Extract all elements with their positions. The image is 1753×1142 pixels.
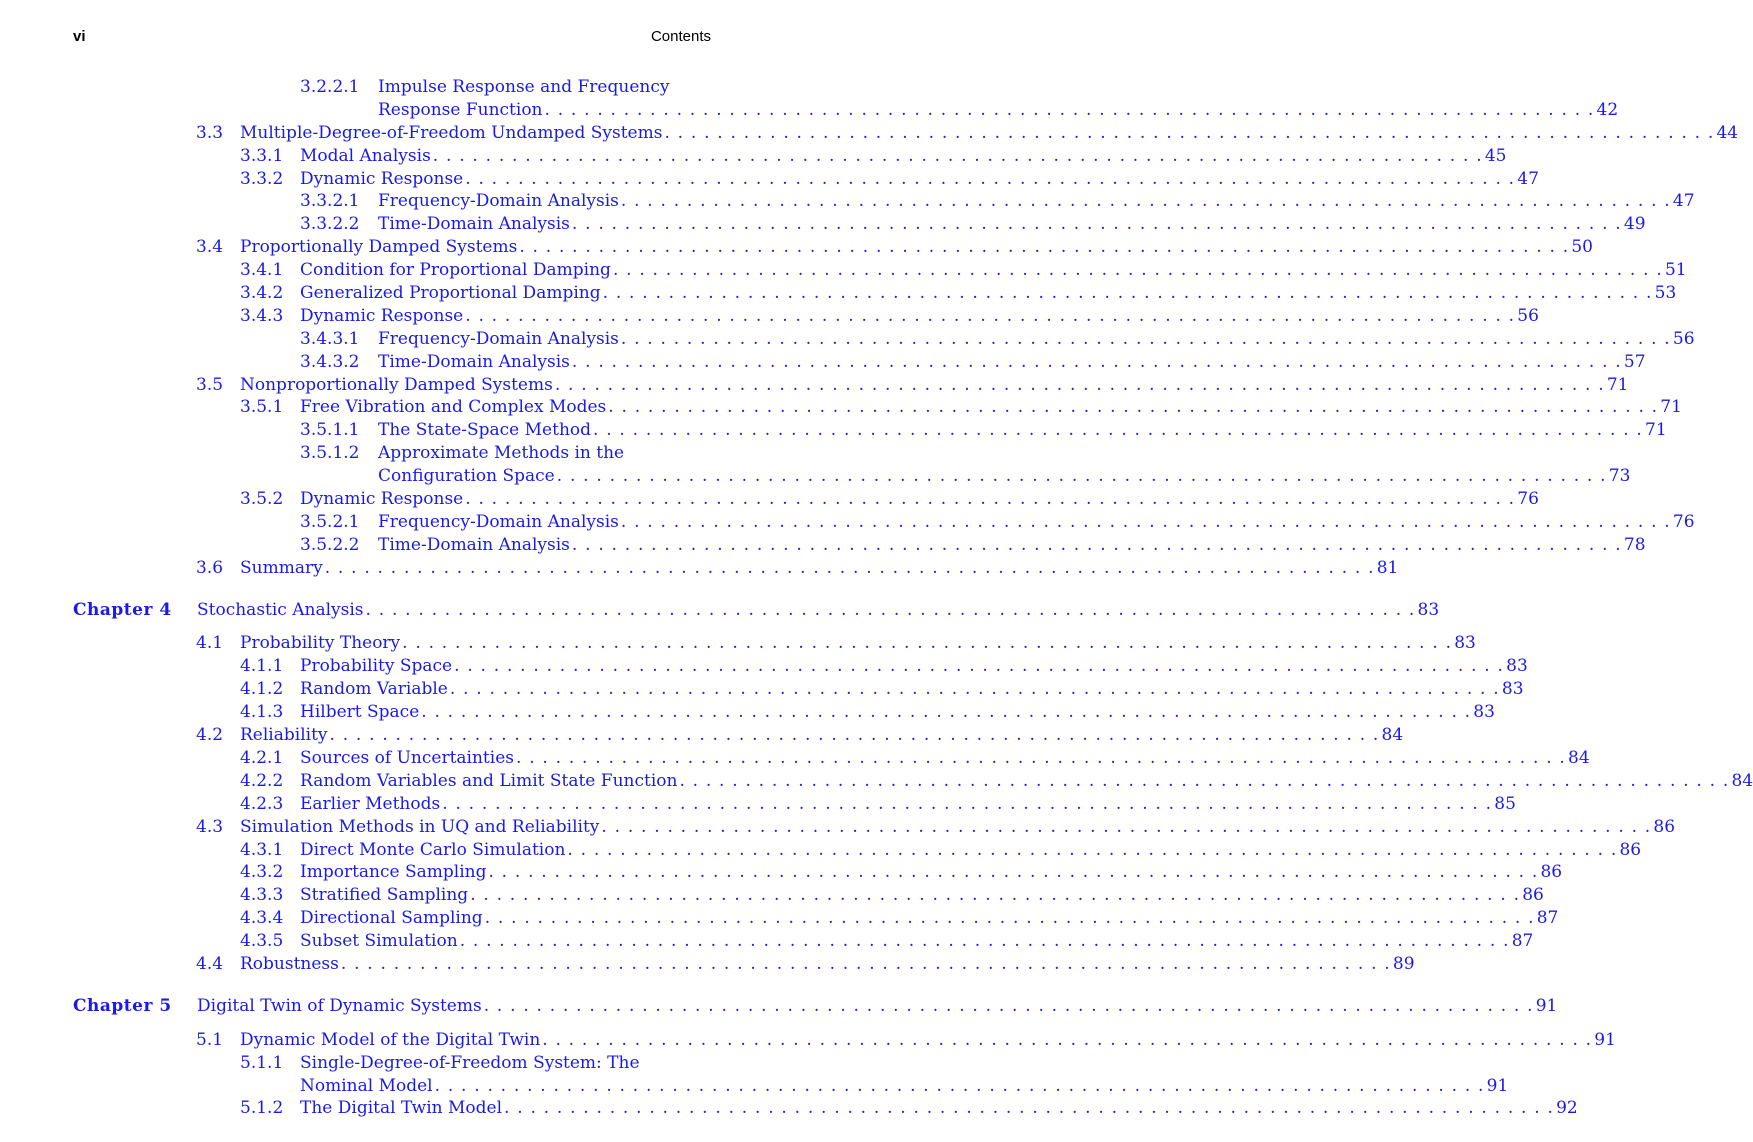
toc-entry-title[interactable]: Probability Space: [300, 656, 453, 677]
toc-entry-page[interactable]: 73: [1608, 466, 1631, 487]
toc-entry-title[interactable]: Modal Analysis: [300, 145, 431, 166]
running-title: Contents: [650, 28, 711, 45]
dot-leader: . . . . . . . . . . . . . . . . . . . . . . . . . . . . . . . . . . . . . . . . . . . . . . . . . . . . . . . . . . . . . . . . . . . . . . . . . . . . . . . .: [459, 931, 1510, 952]
toc-entry-page[interactable]: 84: [1381, 725, 1404, 746]
dot-leader: . . . . . . . . . . . . . . . . . . . . . . . . . . . . . . . . . . . . . . . . . . . . . . . . . . . . . . . . . . . . . . . . . . . . . . . . . . . . . . . .: [483, 995, 1534, 1016]
toc-entry-line: [378, 511, 1695, 534]
toc-entry-number: 4.2.3: [240, 793, 284, 814]
toc-entry-line: [300, 305, 1539, 328]
toc-entry-number: 3.5.2.2: [300, 534, 360, 555]
toc-entry-page[interactable]: 42: [1596, 99, 1619, 120]
toc-entry[interactable]: [0, 1097, 1578, 1120]
toc-entry-title[interactable]: Condition for Proportional Damping: [300, 260, 611, 281]
toc-entry-page[interactable]: 83: [1454, 633, 1476, 654]
toc-entry-line: [378, 76, 711, 99]
dot-leader: . . . . . . . . . . . . . . . . . . . . . . . . . . . . . . . . . . . . . . . . . . . . . . . . . . . . . . . . . . . . . . . . . . . . . . . . . . . . . . . .: [601, 816, 1652, 837]
toc-entry-number: 4.1: [196, 633, 224, 654]
toc-entry-title[interactable]: Stochastic Analysis: [197, 599, 364, 620]
toc-entry[interactable]: [0, 816, 1676, 839]
toc-entry-page[interactable]: 47: [1517, 168, 1539, 189]
toc-entry-title[interactable]: Time-Domain Analysis: [378, 534, 570, 555]
toc-entry-line: [300, 907, 1559, 930]
toc-entry-number: Chapter 4: [73, 599, 172, 620]
toc-entry-page[interactable]: 78: [1623, 534, 1646, 555]
dot-leader: . . . . . . . . . . . . . . . . . . . . . . . . . . . . . . . . . . . . . . . . . . . . . . . . . . . . . . . . . . . . . . . . . . . . . . . . . . . . . . . .: [329, 725, 1380, 746]
toc-entry-number: 3.3.2: [240, 168, 284, 189]
dot-leader: . . . . . . . . . . . . . . . . . . . . . . . . . . . . . . . . . . . . . . . . . . . . . . . . . . . . . . . . . . . . . . . . . . . . . . . . . . . . . . . .: [519, 237, 1570, 258]
dot-leader: . . . . . . . . . . . . . . . . . . . . . . . . . . . . . . . . . . . . . . . . . . . . . . . . . . . . . . . . . . . . . . . . . . . . . . . . . . . . . . . .: [612, 260, 1663, 281]
dot-leader: . . . . . . . . . . . . . . . . . . . . . . . . . . . . . . . . . . . . . . . . . . . . . . . . . . . . . . . . . . . . . . . . . . . . . . . . . . . . . . . .: [465, 168, 1516, 189]
toc-entry-line: [300, 282, 1677, 305]
toc-entry[interactable]: [0, 557, 1399, 580]
toc-entry-number: 3.4.3.2: [300, 351, 360, 372]
dot-leader: . . . . . . . . . . . . . . . . . . . . . . . . . . . . . . . . . . . . . . . . . . . . . . . . . . . . . . . . . . . . . . . . . . . . . . . . . . . . . . . .: [556, 466, 1607, 487]
toc-entry[interactable]: [0, 930, 1534, 953]
toc-entry-line: [240, 374, 1629, 397]
toc-entry-number: 3.4.2: [240, 283, 284, 304]
dot-leader: . . . . . . . . . . . . . . . . . . . . . . . . . . . . . . . . . . . . . . . . . . . . . . . . . . . . . . . . . . . . . . . . . . . . . . . . . . . . . . . .: [608, 397, 1659, 418]
toc-entry-number: 3.4.3: [240, 305, 284, 326]
toc-entry-page[interactable]: 91: [1535, 995, 1558, 1016]
toc-entry[interactable]: [0, 122, 1739, 145]
toc-entry-title[interactable]: The State-Space Method: [378, 420, 592, 441]
dot-leader: . . . . . . . . . . . . . . . . . . . . . . . . . . . . . . . . . . . . . . . . . . . . . . . . . . . . . . . . . . . . . . . . . . . . . . . . . . . . . . . .: [442, 793, 1493, 814]
dot-leader: . . . . . . . . . . . . . . . . . . . . . . . . . . . . . . . . . . . . . . . . . . . . . . . . . . . . . . . . . . . . . . . . . . . . . . . . . . . . . . . .: [365, 599, 1416, 620]
toc-entry[interactable]: [0, 701, 1495, 724]
toc-entry-page[interactable]: 84: [1731, 770, 1753, 791]
toc-entry[interactable]: [0, 351, 1646, 374]
toc-entry-page[interactable]: 86: [1653, 816, 1676, 837]
toc-entry-line: [300, 1097, 1578, 1120]
toc-entry-number: 3.6: [196, 557, 224, 578]
toc-entry-title[interactable]: Nominal Model: [300, 1075, 433, 1096]
toc-entry-page[interactable]: 45: [1484, 145, 1507, 166]
toc-entry-title[interactable]: Importance Sampling: [300, 862, 487, 883]
dot-leader: . . . . . . . . . . . . . . . . . . . . . . . . . . . . . . . . . . . . . . . . . . . . . . . . . . . . . . . . . . . . . . . . . . . . . . . . . . . . . . . .: [465, 489, 1516, 510]
dot-leader: . . . . . . . . . . . . . . . . . . . . . . . . . . . . . . . . . . . . . . . . . . . . . . . . . . . . . . . . . . . . . . . . . . . . . . . . . . . . . . . .: [679, 770, 1730, 791]
dot-leader: . . . . . . . . . . . . . . . . . . . . . . . . . . . . . . . . . . . . . . . . . . . . . . . . . . . . . . . . . . . . . . . . . . . . . . . . . . . . . . . .: [593, 420, 1644, 441]
toc-entry-title[interactable]: Random Variables and Limit State Function: [300, 770, 678, 791]
toc-entry[interactable]: [0, 465, 1631, 488]
dot-leader: . . . . . . . . . . . . . . . . . . . . . . . . . . . . . . . . . . . . . . . . . . . . . . . . . . . . . . . . . . . . . . . . . . . . . . . . . . . . . . . .: [324, 557, 1375, 578]
toc-entry-line: [378, 419, 1667, 442]
toc-entry-number: 3.5: [196, 374, 224, 395]
toc-entry-page[interactable]: 50: [1571, 237, 1593, 258]
toc-entry[interactable]: [0, 419, 1667, 442]
toc-entry[interactable]: [0, 213, 1646, 236]
toc-entry-title[interactable]: Directional Sampling: [300, 908, 483, 929]
dot-leader: . . . . . . . . . . . . . . . . . . . . . . . . . . . . . . . . . . . . . . . . . . . . . . . . . . . . . . . . . . . . . . . . . . . . . . . . . . . . . . . .: [620, 328, 1671, 349]
toc-entry-line: [378, 442, 711, 465]
toc-entry-line: [197, 995, 1558, 1018]
dot-leader: . . . . . . . . . . . . . . . . . . . . . . . . . . . . . . . . . . . . . . . . . . . . . . . . . . . . . . . . . . . . . . . . . . . . . . . . . . . . . . . .: [488, 862, 1539, 883]
toc-entry-title[interactable]: The Digital Twin Model: [300, 1098, 503, 1119]
table-of-contents: [0, 76, 1753, 1120]
dot-leader: . . . . . . . . . . . . . . . . . . . . . . . . . . . . . . . . . . . . . . . . . . . . . . . . . . . . . . . . . . . . . . . . . . . . . . . . . . . . . . . .: [402, 633, 1453, 654]
toc-entry-page[interactable]: 71: [1660, 397, 1682, 418]
dot-leader: . . . . . . . . . . . . . . . . . . . . . . . . . . . . . . . . . . . . . . . . . . . . . . . . . . . . . . . . . . . . . . . . . . . . . . . . . . . . . . . .: [620, 191, 1671, 212]
toc-entry-page[interactable]: 56: [1672, 328, 1695, 349]
dot-leader: . . . . . . . . . . . . . . . . . . . . . . . . . . . . . . . . . . . . . . . . . . . . . . . . . . . . . . . . . . . . . . . . . . . . . . . . . . . . . . . .: [449, 679, 1500, 700]
toc-entry[interactable]: [0, 1029, 1616, 1052]
toc-entry-number: 3.3.2.2: [300, 214, 360, 235]
toc-entry-line: [240, 816, 1676, 839]
dot-leader: . . . . . . . . . . . . . . . . . . . . . . . . . . . . . . . . . . . . . . . . . . . . . . . . . . . . . . . . . . . . . . . . . . . . . . . . . . . . . . . .: [421, 702, 1472, 723]
toc-entry-page[interactable]: [671, 76, 673, 99]
toc-entry-title[interactable]: Frequency-Domain Analysis: [378, 511, 619, 532]
toc-entry-title[interactable]: Approximate Methods in the: [378, 443, 625, 464]
toc-entry-title[interactable]: Nonproportionally Damped Systems: [240, 374, 553, 395]
toc-entry-line: [300, 396, 1682, 419]
toc-entry-page[interactable]: 49: [1623, 214, 1646, 235]
toc-entry-number: 4.1.2: [240, 679, 284, 700]
toc-entry-line: [378, 190, 1695, 213]
toc-entry-number: 4.3: [196, 816, 224, 837]
toc-entry-title[interactable]: Impulse Response and Frequency: [378, 77, 670, 97]
toc-entry-title[interactable]: Stratified Sampling: [300, 885, 469, 906]
toc-entry-title[interactable]: Multiple-Degree-of-Freedom Undamped Systems: [240, 122, 663, 143]
toc-entry-line: [378, 213, 1646, 236]
toc-entry-number: 4.2.1: [240, 747, 284, 768]
toc-entry-line: [240, 724, 1404, 747]
toc-entry-title[interactable]: Response Function: [378, 99, 543, 120]
toc-entry-title[interactable]: Simulation Methods in UQ and Reliability: [240, 816, 600, 837]
toc-entry[interactable]: [0, 839, 1642, 862]
toc-entry-line: [300, 747, 1590, 770]
toc-entry-page[interactable]: 85: [1494, 793, 1516, 814]
toc-chapter-entry[interactable]: [0, 995, 1558, 1018]
dot-leader: . . . . . . . . . . . . . . . . . . . . . . . . . . . . . . . . . . . . . . . . . . . . . . . . . . . . . . . . . . . . . . . . . . . . . . . . . . . . . . . .: [465, 305, 1516, 326]
toc-entry-number: 5.1.1: [240, 1052, 284, 1073]
toc-entry-title[interactable]: Hilbert Space: [300, 702, 420, 723]
dot-leader: . . . . . . . . . . . . . . . . . . . . . . . . . . . . . . . . . . . . . . . . . . . . . . . . . . . . . . . . . . . . . . . . . . . . . . . . . . . . . . . .: [664, 122, 1715, 143]
toc-entry[interactable]: [0, 190, 1695, 213]
toc-entry-page[interactable]: [642, 1052, 644, 1075]
dot-leader: . . . . . . . . . . . . . . . . . . . . . . . . . . . . . . . . . . . . . . . . . . . . . . . . . . . . . . . . . . . . . . . . . . . . . . . . . . . . . . . .: [434, 1075, 1485, 1096]
dot-leader: . . . . . . . . . . . . . . . . . . . . . . . . . . . . . . . . . . . . . . . . . . . . . . . . . . . . . . . . . . . . . . . . . . . . . . . . . . . . . . . .: [470, 885, 1521, 906]
toc-entry-line: [240, 632, 1476, 655]
toc-entry-number: 3.4.3.1: [300, 328, 360, 349]
toc-entry-page[interactable]: 56: [1517, 305, 1539, 326]
toc-entry-line: [300, 259, 1687, 282]
toc-entry-title[interactable]: Frequency-Domain Analysis: [378, 191, 619, 212]
toc-entry[interactable]: [0, 374, 1629, 397]
toc-entry-title[interactable]: Frequency-Domain Analysis: [378, 328, 619, 349]
toc-entry-title[interactable]: Probability Theory: [240, 633, 401, 654]
toc-entry-number: 4.1.1: [240, 656, 284, 677]
toc-entry-line: [300, 168, 1539, 191]
toc-entry-number: 3.5.1: [240, 397, 284, 418]
toc-entry[interactable]: [0, 442, 777, 465]
toc-entry-line: [378, 465, 1631, 488]
toc-entry[interactable]: [0, 770, 1753, 793]
toc-entry-page[interactable]: 53: [1654, 283, 1677, 304]
toc-entry[interactable]: [0, 305, 1539, 328]
toc-entry-page[interactable]: 91: [1486, 1075, 1509, 1096]
dot-leader: . . . . . . . . . . . . . . . . . . . . . . . . . . . . . . . . . . . . . . . . . . . . . . . . . . . . . . . . . . . . . . . . . . . . . . . . . . . . . . . .: [571, 351, 1622, 372]
toc-entry-page[interactable]: 51: [1664, 260, 1687, 281]
toc-entry-title[interactable]: Dynamic Response: [300, 168, 464, 189]
dot-leader: . . . . . . . . . . . . . . . . . . . . . . . . . . . . . . . . . . . . . . . . . . . . . . . . . . . . . . . . . . . . . . . . . . . . . . . . . . . . . . . .: [544, 99, 1595, 120]
toc-entry-number: 3.4: [196, 237, 224, 258]
toc-entry-title[interactable]: Generalized Proportional Damping: [300, 283, 601, 304]
toc-entry-line: [197, 599, 1440, 622]
toc-entry[interactable]: [0, 534, 1646, 557]
toc-entry-number: Chapter 5: [73, 995, 172, 1016]
toc-entry[interactable]: [0, 861, 1563, 884]
toc-entry-number: 4.3.1: [240, 839, 284, 860]
dot-leader: . . . . . . . . . . . . . . . . . . . . . . . . . . . . . . . . . . . . . . . . . . . . . . . . . . . . . . . . . . . . . . . . . . . . . . . . . . . . . . . .: [454, 656, 1505, 677]
dot-leader: . . . . . . . . . . . . . . . . . . . . . . . . . . . . . . . . . . . . . . . . . . . . . . . . . . . . . . . . . . . . . . . . . . . . . . . . . . . . . . . .: [554, 374, 1605, 395]
toc-entry-number: 3.5.2: [240, 489, 284, 510]
toc-entry-title[interactable]: Dynamic Response: [300, 489, 464, 510]
toc-entry[interactable]: [0, 632, 1476, 655]
toc-entry-number: 4.3.4: [240, 908, 284, 929]
toc-entry-page[interactable]: 83: [1506, 656, 1528, 677]
toc-entry-page[interactable]: 86: [1522, 885, 1544, 906]
dot-leader: . . . . . . . . . . . . . . . . . . . . . . . . . . . . . . . . . . . . . . . . . . . . . . . . . . . . . . . . . . . . . . . . . . . . . . . . . . . . . . . .: [504, 1098, 1555, 1119]
toc-entry-page[interactable]: 83: [1473, 702, 1495, 723]
toc-entry-title[interactable]: Time-Domain Analysis: [378, 351, 570, 372]
toc-entry[interactable]: [0, 259, 1687, 282]
toc-entry[interactable]: [0, 236, 1593, 259]
toc-entry-line: [300, 930, 1534, 953]
toc-entry-line: [300, 655, 1528, 678]
toc-entry-number: 3.5.1.1: [300, 420, 360, 441]
toc-entry-title[interactable]: Free Vibration and Complex Modes: [300, 397, 607, 418]
toc-entry[interactable]: [0, 145, 1507, 168]
toc-entry-title[interactable]: Direct Monte Carlo Simulation: [300, 839, 566, 860]
toc-entry-page[interactable]: 44: [1716, 122, 1739, 143]
toc-entry-page[interactable]: 84: [1568, 747, 1590, 768]
toc-entry-page[interactable]: 76: [1517, 489, 1539, 510]
toc-entry-title[interactable]: Robustness: [240, 953, 339, 974]
toc-entry-page[interactable]: 92: [1556, 1098, 1578, 1119]
toc-entry-page[interactable]: 91: [1594, 1029, 1616, 1050]
toc-entry[interactable]: [0, 724, 1404, 747]
toc-entry[interactable]: [0, 328, 1695, 351]
toc-entry-title[interactable]: Dynamic Model of the Digital Twin: [240, 1029, 541, 1050]
toc-entry-line: [240, 236, 1593, 259]
dot-leader: . . . . . . . . . . . . . . . . . . . . . . . . . . . . . . . . . . . . . . . . . . . . . . . . . . . . . . . . . . . . . . . . . . . . . . . . . . . . . . . .: [516, 747, 1567, 768]
toc-entry-number: 5.1.2: [240, 1098, 284, 1119]
toc-entry[interactable]: [0, 511, 1695, 534]
toc-entry-line: [300, 839, 1642, 862]
toc-entry[interactable]: [0, 488, 1539, 511]
toc-entry-number: 3.2.2.1: [300, 77, 360, 97]
toc-entry-page[interactable]: 87: [1511, 931, 1534, 952]
toc-entry-line: [378, 534, 1646, 557]
toc-entry-title[interactable]: Proportionally Damped Systems: [240, 237, 518, 258]
toc-entry-title[interactable]: Sources of Uncertainties: [300, 747, 514, 768]
toc-entry-page[interactable]: 83: [1417, 599, 1440, 620]
toc-entry-number: 3.5.1.2: [300, 443, 360, 464]
toc-entry-page[interactable]: 89: [1392, 953, 1415, 974]
dot-leader: . . . . . . . . . . . . . . . . . . . . . . . . . . . . . . . . . . . . . . . . . . . . . . . . . . . . . . . . . . . . . . . . . . . . . . . . . . . . . . . .: [567, 839, 1618, 860]
dot-leader: . . . . . . . . . . . . . . . . . . . . . . . . . . . . . . . . . . . . . . . . . . . . . . . . . . . . . . . . . . . . . . . . . . . . . . . . . . . . . . . .: [571, 214, 1622, 235]
toc-entry-line: [300, 488, 1539, 511]
toc-entry-line: [300, 884, 1544, 907]
toc-entry-number: 4.2.2: [240, 770, 284, 791]
toc-entry-page[interactable]: 47: [1672, 191, 1695, 212]
toc-entry-number: 4.2: [196, 725, 224, 746]
toc-entry[interactable]: [0, 884, 1544, 907]
dot-leader: . . . . . . . . . . . . . . . . . . . . . . . . . . . . . . . . . . . . . . . . . . . . . . . . . . . . . . . . . . . . . . . . . . . . . . . . . . . . . . . .: [340, 953, 1391, 974]
toc-entry-page[interactable]: 87: [1536, 908, 1559, 929]
toc-entry-title[interactable]: Configuration Space: [378, 466, 555, 487]
toc-entry-line: [240, 953, 1415, 976]
toc-entry-title[interactable]: Random Variable: [300, 679, 448, 700]
toc-entry-line: [300, 770, 1753, 793]
toc-entry-title[interactable]: Single-Degree-of-Freedom System: The: [300, 1052, 640, 1073]
toc-entry[interactable]: [0, 282, 1677, 305]
toc-entry-number: 4.3.3: [240, 885, 284, 906]
dot-leader: . . . . . . . . . . . . . . . . . . . . . . . . . . . . . . . . . . . . . . . . . . . . . . . . . . . . . . . . . . . . . . . . . . . . . . . . . . . . . . . .: [432, 145, 1483, 166]
toc-chapter-entry[interactable]: [0, 599, 1440, 622]
toc-entry-line: [300, 1052, 711, 1075]
toc-entry-page[interactable]: 71: [1606, 374, 1629, 395]
toc-entry-number: 4.3.2: [240, 862, 284, 883]
toc-entry[interactable]: [0, 1052, 777, 1075]
dot-leader: . . . . . . . . . . . . . . . . . . . . . . . . . . . . . . . . . . . . . . . . . . . . . . . . . . . . . . . . . . . . . . . . . . . . . . . . . . . . . . . .: [602, 283, 1653, 304]
toc-entry-line: [300, 1075, 1509, 1098]
toc-entry[interactable]: [0, 396, 1682, 419]
dot-leader: . . . . . . . . . . . . . . . . . . . . . . . . . . . . . . . . . . . . . . . . . . . . . . . . . . . . . . . . . . . . . . . . . . . . . . . . . . . . . . . .: [484, 908, 1535, 929]
dot-leader: . . . . . . . . . . . . . . . . . . . . . . . . . . . . . . . . . . . . . . . . . . . . . . . . . . . . . . . . . . . . . . . . . . . . . . . . . . . . . . . .: [620, 511, 1671, 532]
toc-entry-line: [240, 557, 1399, 580]
toc-entry-line: [378, 351, 1646, 374]
toc-entry-page[interactable]: 83: [1501, 679, 1524, 700]
toc-entry-title[interactable]: Subset Simulation: [300, 931, 458, 952]
toc-entry-title[interactable]: Digital Twin of Dynamic Systems: [197, 995, 482, 1016]
toc-entry[interactable]: [0, 168, 1539, 191]
toc-entry-title[interactable]: Earlier Methods: [300, 793, 441, 814]
toc-entry-title[interactable]: Reliability: [240, 725, 328, 746]
toc-entry[interactable]: [0, 953, 1415, 976]
toc-entry-line: [378, 99, 1619, 122]
page-number: vi: [73, 28, 86, 45]
toc-entry[interactable]: [0, 907, 1559, 930]
toc-entry-page[interactable]: 86: [1619, 839, 1642, 860]
dot-leader: . . . . . . . . . . . . . . . . . . . . . . . . . . . . . . . . . . . . . . . . . . . . . . . . . . . . . . . . . . . . . . . . . . . . . . . . . . . . . . . .: [571, 534, 1622, 555]
toc-entry-number: 4.3.5: [240, 931, 284, 952]
toc-entry-number: 3.3.2.1: [300, 191, 360, 212]
toc-entry-number: 3.3.1: [240, 145, 284, 166]
toc-entry-line: [300, 701, 1495, 724]
toc-entry[interactable]: [0, 76, 777, 99]
toc-entry[interactable]: [0, 655, 1528, 678]
toc-entry-page[interactable]: 81: [1376, 557, 1399, 578]
toc-entry-title[interactable]: Summary: [240, 557, 323, 578]
toc-entry[interactable]: [0, 1075, 1509, 1098]
toc-entry-number: 3.3: [196, 122, 224, 143]
toc-entry-line: [300, 678, 1524, 701]
toc-entry-page[interactable]: 57: [1623, 351, 1646, 372]
toc-entry[interactable]: [0, 99, 1619, 122]
toc-entry-number: 3.4.1: [240, 260, 284, 281]
toc-entry-page[interactable]: 76: [1672, 511, 1695, 532]
toc-entry-number: 3.5.2.1: [300, 511, 360, 532]
toc-entry-page[interactable]: [626, 442, 628, 465]
toc-entry-line: [300, 145, 1507, 168]
dot-leader: . . . . . . . . . . . . . . . . . . . . . . . . . . . . . . . . . . . . . . . . . . . . . . . . . . . . . . . . . . . . . . . . . . . . . . . . . . . . . . . .: [542, 1029, 1593, 1050]
toc-entry-number: 5.1: [196, 1029, 224, 1050]
toc-entry-number: 4.1.3: [240, 702, 284, 723]
toc-entry-line: [300, 793, 1516, 816]
toc-entry-title[interactable]: Time-Domain Analysis: [378, 214, 570, 235]
toc-entry[interactable]: [0, 747, 1590, 770]
toc-entry[interactable]: [0, 793, 1516, 816]
toc-entry-title[interactable]: Dynamic Response: [300, 305, 464, 326]
toc-entry-number: 4.4: [196, 953, 224, 974]
toc-entry-line: [300, 861, 1563, 884]
toc-entry-line: [378, 328, 1695, 351]
toc-entry-line: [240, 1029, 1616, 1052]
toc-entry-page[interactable]: 71: [1645, 420, 1667, 441]
toc-entry-page[interactable]: 86: [1540, 862, 1563, 883]
toc-entry[interactable]: [0, 678, 1524, 701]
toc-entry-line: [240, 122, 1739, 145]
